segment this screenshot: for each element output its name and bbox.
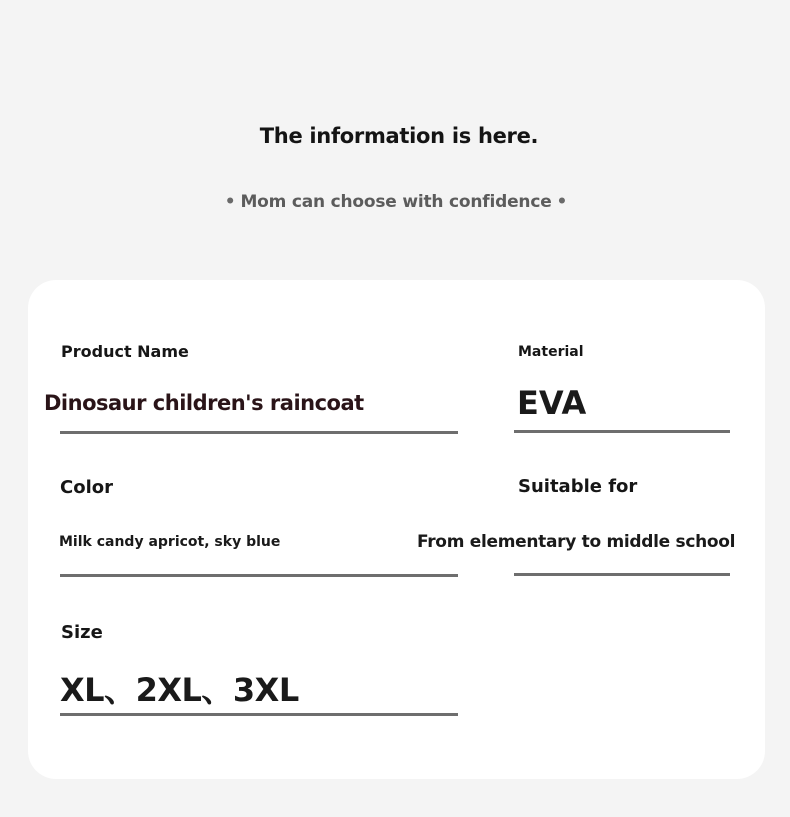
product-name-underline [60, 431, 458, 434]
bullet-dot-right: • [556, 192, 568, 212]
size-underline [60, 713, 458, 716]
subtitle-text: Mom can choose with confidence [240, 192, 552, 212]
material-label: Material [518, 344, 584, 360]
size-label: Size [61, 622, 103, 643]
color-value: Milk candy apricot, sky blue [59, 534, 281, 550]
product-name-value: Dinosaur children's raincoat [44, 391, 364, 415]
suitable-for-underline [514, 573, 730, 576]
size-value: XL、2XL、3XL [60, 671, 299, 709]
suitable-for-value: From elementary to middle school [417, 532, 736, 552]
suitable-for-label: Suitable for [518, 476, 638, 497]
bullet-dot-left: • [224, 192, 236, 212]
page-subtitle [0, 192, 790, 212]
info-card [28, 280, 765, 779]
page-title: The information is here. [259, 124, 539, 148]
color-label: Color [60, 477, 113, 498]
color-underline [60, 574, 458, 577]
material-underline [514, 430, 730, 433]
product-name-label: Product Name [61, 342, 189, 361]
material-value: EVA [517, 384, 587, 422]
